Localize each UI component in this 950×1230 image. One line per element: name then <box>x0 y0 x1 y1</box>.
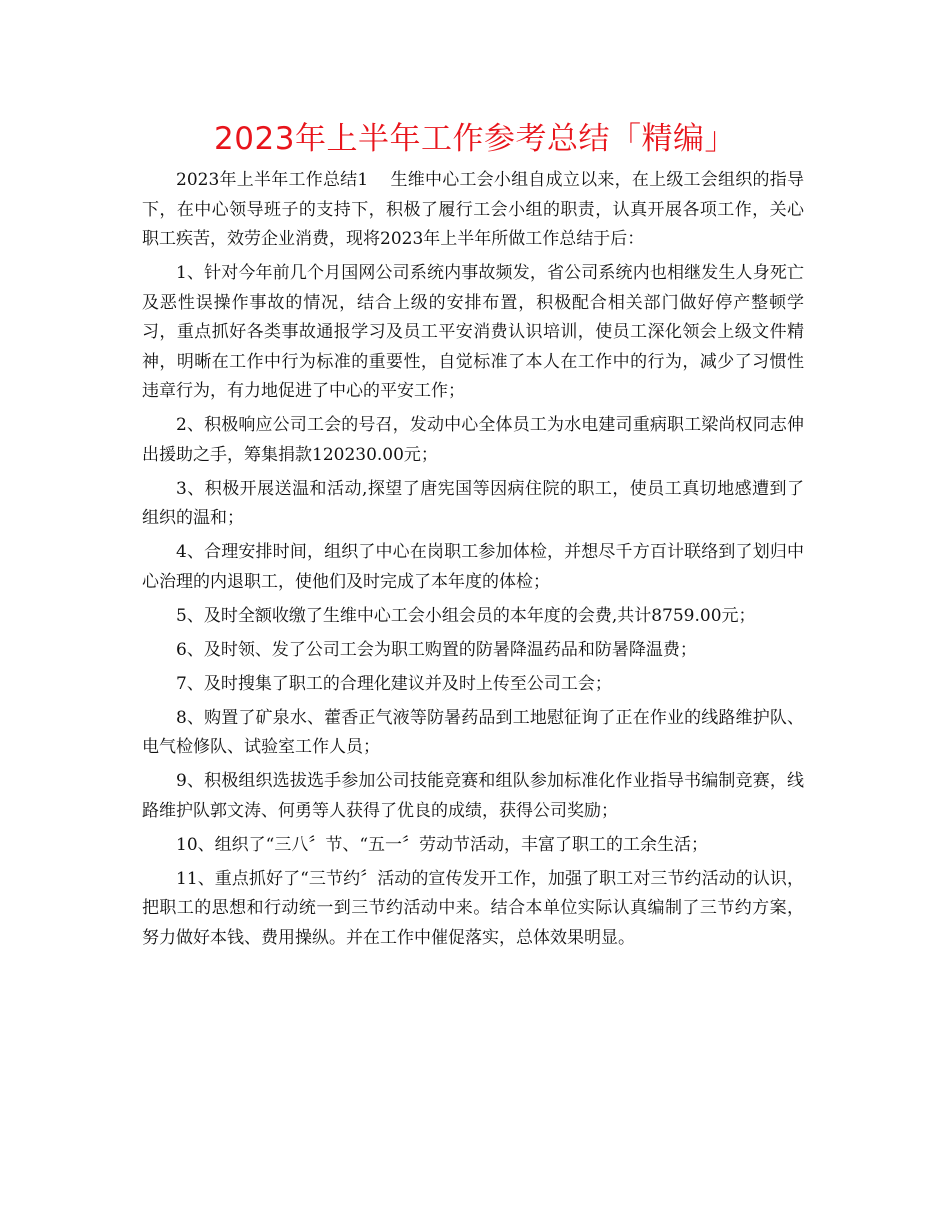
list-item-8: 8、购置了矿泉水、藿香正气液等防暑药品到工地慰征询了正在作业的线路维护队、电气检修队、试验室工作人员； <box>142 707 804 757</box>
list-item-4: 4、合理安排时间，组织了中心在岗职工参加体检，并想尽千方百计联络到了划归中心治理的内退职工，使他们及时完成了本年度的体检； <box>142 542 804 592</box>
intro-paragraph <box>142 166 804 255</box>
list-item-10: 10、组织了“三八〞节、“五一〞劳动节活动，丰富了职工的工余生活； <box>176 834 709 855</box>
list-item-11: 11、重点抓好了“三节约〞活动的宣传发开工作，加强了职工对三节约活动的认识，把职工的思想和行动统一到三节约活动中来。结合本单位实际认真编制了三节约方案，努力做好本钱、费用操纵。并在工作中催促落实，总体效果明显。 <box>142 868 804 948</box>
intro-text: 生维中心工会小组自成立以来，在上级工会组织的指导下，在中心领导班子的支持下，积极了履行工会小组的职责，认真开展各项工作，关心职工疾苦，效劳企业消费，现将2023年上半年所做工作总结于后： <box>142 170 804 249</box>
list-item-5: 5、及时全额收缴了生维中心工会小组会员的本年度的会费,共计8759.00元； <box>176 605 756 626</box>
list-item-2: 2、积极响应公司工会的号召，发动中心全体员工为水电建司重病职工梁尚权同志伸出援助之手，筹集捐款120230.00元； <box>142 415 804 465</box>
list-item-6: 6、及时领、发了公司工会为职工购置的防暑降温药品和防暑降温费； <box>176 639 697 660</box>
list-item-3: 3、积极开展送温和活动,探望了唐宪国等因病住院的职工，使员工真切地感遭到了组织的温和； <box>142 478 804 528</box>
list-item-1: 1、针对今年前几个月国网公司系统内事故频发，省公司系统内也相继发生人身死亡及恶性误操作事故的情况，结合上级的安排布置，积极配合相关部门做好停产整顿学习，重点抓好各类事故通报学习及员工平安消费认识培训，使员工深化领会上级文件精神，明晰在工作中行为标准的重要性，自觉标准了本人在工作中的行为，减少了习惯性违章行为，有力地促进了中心的平安工作； <box>142 263 804 401</box>
document-body <box>142 166 804 958</box>
document-title: 2023年上半年工作参考总结「精编」 <box>214 121 736 157</box>
intro-heading: 2023年上半年工作总结1 <box>176 170 369 190</box>
list-item-9: 9、积极组织选拔选手参加公司技能竞赛和组队参加标准化作业指导书编制竞赛，线路维护队郭文涛、何勇等人获得了优良的成绩，获得公司奖励； <box>142 771 804 821</box>
list-item-7: 7、及时搜集了职工的合理化建议并及时上传至公司工会； <box>176 673 612 694</box>
